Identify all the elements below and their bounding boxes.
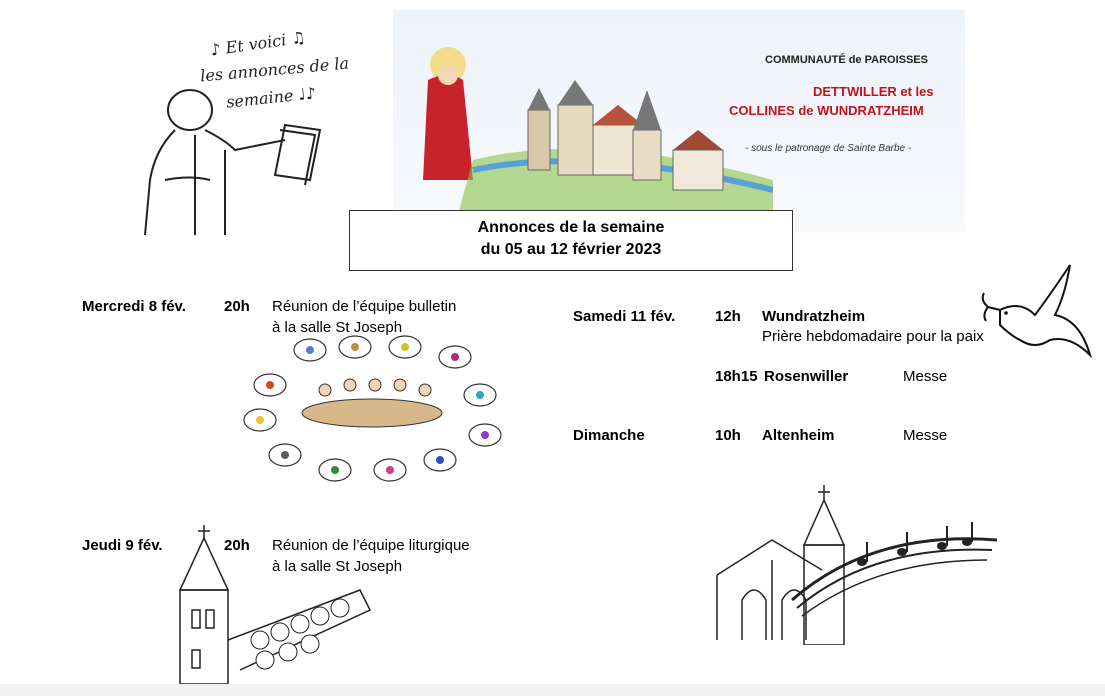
event-line-2: à la salle St Joseph xyxy=(272,558,403,575)
event-place: Altenheim xyxy=(762,427,835,444)
banner-name-1: DETTWILLER et les xyxy=(813,84,934,99)
event-detail: Messe xyxy=(903,368,948,385)
event-detail: Messe xyxy=(903,427,948,444)
banner-name-2: COLLINES de WUNDRATZHEIM xyxy=(729,103,924,118)
banner-pre: COMMUNAUTÉ de PAROISSES xyxy=(765,54,928,66)
event-day: Samedi 11 fév. xyxy=(573,308,676,325)
music-note-icon: ♫ xyxy=(284,27,307,49)
event-time: 20h xyxy=(224,537,250,554)
event-time: 12h xyxy=(715,308,741,325)
intro-line-2: les annonces de la xyxy=(199,53,350,86)
saint-barbara-churches-illustration xyxy=(393,10,773,232)
event-day: Dimanche xyxy=(573,427,645,444)
choir-church-illustration xyxy=(170,520,380,684)
intro-line-3: semaine ♩♪ xyxy=(225,83,317,112)
intro-line-1: ♪ Et voici ♫ xyxy=(209,27,307,60)
event-detail: Prière hebdomadaire pour la paix xyxy=(762,328,984,345)
title-line-2: du 05 au 12 février 2023 xyxy=(480,241,662,258)
parish-banner xyxy=(393,10,965,232)
banner-patron: - sous le patronage de Sainte Barbe - xyxy=(745,143,912,154)
church-music-notes-illustration xyxy=(712,480,1002,645)
title-box xyxy=(349,210,793,271)
event-time: 10h xyxy=(715,427,741,444)
meeting-speech-bubbles-illustration xyxy=(240,335,505,485)
music-note-icon: ♪ xyxy=(209,38,227,60)
bottom-bar xyxy=(0,684,1105,696)
event-day: Jeudi 9 fév. xyxy=(82,537,163,554)
event-day: Mercredi 8 fév. xyxy=(82,298,186,315)
event-line-1: Réunion de l’équipe liturgique xyxy=(272,537,470,554)
event-time: 20h xyxy=(224,298,250,315)
event-time: 18h15 xyxy=(715,368,758,385)
event-place: Rosenwiller xyxy=(764,368,849,385)
music-note-icon: ♩♪ xyxy=(292,83,317,105)
peace-dove-icon xyxy=(980,255,1100,375)
event-line-2: à la salle St Joseph xyxy=(272,319,403,336)
event-place: Wundratzheim xyxy=(762,308,866,325)
title-line-1: Annonces de la semaine xyxy=(477,219,665,236)
event-line-1: Réunion de l’équipe bulletin xyxy=(272,298,457,315)
